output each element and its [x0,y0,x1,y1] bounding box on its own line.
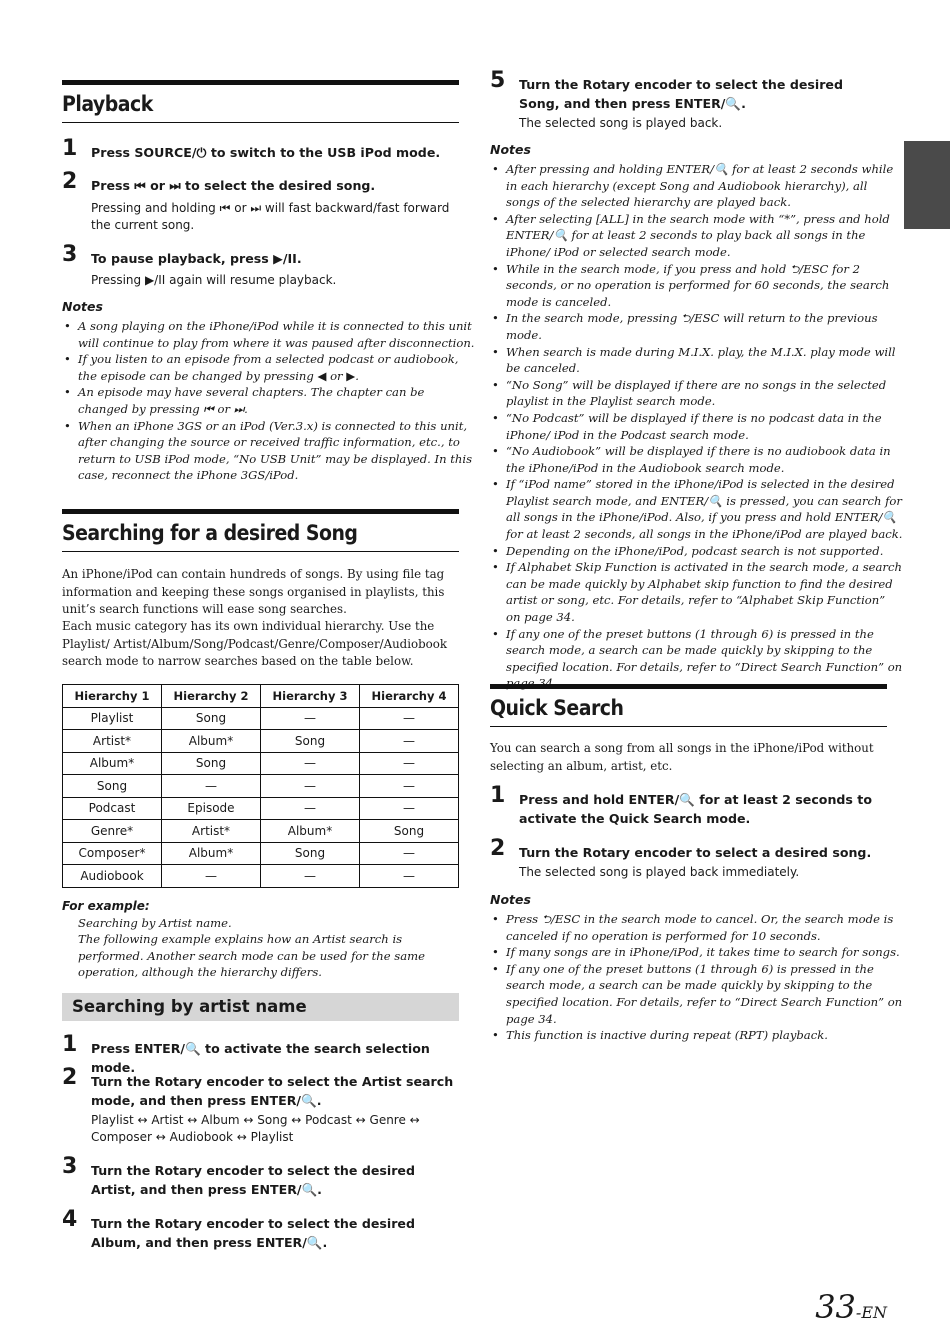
table-row [63,707,459,730]
table-cell: — [261,752,360,775]
table-cell: Song [261,842,360,865]
step-number: 1 [62,1032,77,1057]
note-item: • If many songs are in iPhone/iPod, it takes time to search for songs. [506,944,903,961]
note-item: • A song playing on the iPhone/iPod while it is connected to this unit will continue to play from where it was paused after disconnection. [78,318,475,351]
hierarchy-table [62,684,459,888]
table-cell: — [261,775,360,798]
table-cell: Song [360,820,459,843]
table-header: Hierarchy 3 [261,685,360,708]
table-cell: Album* [162,842,261,865]
table-header: Hierarchy 1 [63,685,162,708]
quick-search-intro: You can search a song from all songs in the iPhone/iPod without selecting an album, artist, etc. [490,741,874,773]
note-item: • This function is inactive during repeat (RPT) playback. [506,1027,903,1044]
table-row [63,775,459,798]
note-item: • Depending on the iPhone/iPod, podcast search is not supported. [506,543,903,560]
step-number: 3 [62,242,77,267]
note-item: • If you listen to an episode from a selected podcast or audiobook, the episode can be changed by pressing ◀ or ▶. [78,351,475,384]
page-number-value: 33 [815,1288,856,1326]
example-line: The following example explains how an Artist search is performed. Another search mode can be used for the same operation, although the hierarchy differs. [78,932,425,980]
step-subtext: The selected song is played back immediately. [519,865,800,879]
table-row [63,842,459,865]
table-cell: — [360,865,459,888]
table-cell: Album* [63,752,162,775]
table-cell: — [360,775,459,798]
playback-notes-heading: Notes [62,299,103,314]
step-subtext: The selected song is played back. [519,116,723,130]
step-text: Turn the Rotary encoder to select a desired song. [519,845,872,860]
table-cell: — [360,730,459,753]
note-item: • After selecting [ALL] in the search mode with “*”, press and hold ENTER/🔍 for at least 2 seconds to play back all songs in the iPhone/ iPod or selected search mode. [506,211,903,261]
table-cell: — [360,842,459,865]
note-item: • If “iPod name” stored in the iPhone/iPod is selected in the desired Playlist search mode, and ENTER/🔍 is pressed, you can search for all songs in the iPhone/iPod. Also, if you press and hold ENTER/🔍 for at least 2 seconds, all songs in the iPhone/iPod are played back. [506,476,903,542]
example-block [62,898,459,981]
note-item: • Press ⮌/ESC in the search mode to cancel. Or, the search mode is canceled if no operation is performed for 10 seconds. [506,911,903,944]
table-cell: Song [261,730,360,753]
table-header: Hierarchy 4 [360,685,459,708]
example-line: Searching by Artist name. [78,915,232,930]
searching-title: Searching for a desired Song [62,509,459,552]
playback-notes-list [62,318,475,484]
table-cell: — [360,752,459,775]
step-number: 1 [62,136,77,161]
note-item: • “No Audiobook” will be displayed if there is no audiobook data in the iPhone/iPod in the Audiobook search mode. [506,443,903,476]
note-item: • In the search mode, pressing ⮌/ESC will return to the previous mode. [506,310,903,343]
playback-title: Playback [62,80,459,123]
table-cell: — [261,865,360,888]
table-row [63,820,459,843]
quick-notes-list [490,911,903,1044]
step-text: Press SOURCE/⏻ to switch to the USB iPod mode. [91,145,441,160]
example-label: For example: [62,899,150,913]
step-number: 4 [62,1207,77,1232]
page-number-suffix: -EN [855,1303,887,1322]
searching-intro-1: An iPhone/iPod can contain hundreds of songs. By using file tag information and keeping these songs organised in playlists, this unit’s search functions will ease song searches. [62,567,445,617]
table-cell: Song [162,707,261,730]
table-cell: Artist* [63,730,162,753]
step-number: 3 [62,1154,77,1179]
search-notes-list [490,161,903,692]
table-cell: Album* [162,730,261,753]
note-item: • “No Song” will be displayed if there are no songs in the selected playlist in the Playlist search mode. [506,377,903,410]
table-cell: Song [63,775,162,798]
step-number: 2 [490,836,505,861]
step-text: Turn the Rotary encoder to select the desired Album, and then press ENTER/🔍. [91,1216,415,1250]
note-item: • If Alphabet Skip Function is activated in the search mode, a search can be made quickly by Alphabet skip function to find the desired artist or song, etc. For details, refer to “Alphabet Skip Function” on page 34. [506,559,903,625]
search-notes-heading: Notes [490,142,531,157]
step-subtext: Playlist ↔ Artist ↔ Album ↔ Song ↔ Podcast ↔ Genre ↔ Composer ↔ Audiobook ↔ Playlist [91,1113,420,1144]
section-tab-marker [904,141,950,229]
step-number: 2 [62,1065,77,1090]
table-cell: Episode [162,797,261,820]
table-cell: Audiobook [63,865,162,888]
table-cell: Genre* [63,820,162,843]
step-text: Turn the Rotary encoder to select the Artist search mode, and then press ENTER/🔍. [91,1074,454,1108]
quick-search-title: Quick Search [490,684,887,727]
step-text: Press ⏮ or ⏭ to select the desired song. [91,178,376,193]
quick-notes-heading: Notes [490,892,531,907]
table-header-row [63,685,459,708]
note-item: • When an iPhone 3GS or an iPod (Ver.3.x) is connected to this unit, after changing the source or received traffic information, etc., to return to USB iPod mode, “No USB Unit” may be displayed. In this case, reconnect the iPhone 3GS/iPod. [78,418,475,484]
table-row [63,797,459,820]
note-item: • If any one of the preset buttons (1 through 6) is pressed in the search mode, a search can be made quickly by skipping to the specified location. For details, refer to “Direct Search Function” on page 34. [506,961,903,1027]
table-cell: — [360,707,459,730]
table-cell: Artist* [162,820,261,843]
table-cell: Composer* [63,842,162,865]
table-cell: — [360,797,459,820]
page-number [815,1288,887,1326]
table-cell: — [162,775,261,798]
note-item: • When search is made during M.I.X. play, the M.I.X. play mode will be canceled. [506,344,903,377]
table-cell: — [261,797,360,820]
searching-intro-2: Each music category has its own individual hierarchy. Use the Playlist/ Artist/Album/Song/Podcast/Genre/Composer/Audiobook search mode to narrow searches based on the table below. [62,619,448,669]
step-number: 1 [490,783,505,808]
table-cell: Album* [261,820,360,843]
by-artist-title: Searching by artist name [62,993,459,1021]
step-text: Turn the Rotary encoder to select the desired Artist, and then press ENTER/🔍. [91,1163,415,1197]
table-cell: Song [162,752,261,775]
table-header: Hierarchy 2 [162,685,261,708]
table-row [63,752,459,775]
table-cell: — [261,707,360,730]
note-item: • “No Podcast” will be displayed if there is no podcast data in the iPhone/ iPod in the Podcast search mode. [506,410,903,443]
table-row [63,865,459,888]
step-subtext: Pressing and holding ⏮ or ⏭ will fast backward/fast forward the current song. [91,201,450,232]
step-subtext: Pressing ▶/II again will resume playback. [91,273,337,287]
table-cell: Podcast [63,797,162,820]
step-text: Turn the Rotary encoder to select the desired Song, and then press ENTER/🔍. [519,77,843,111]
step-text: To pause playback, press ▶/II. [91,251,302,266]
note-item: • After pressing and holding ENTER/🔍 for at least 2 seconds while in each hierarchy (except Song and Audiobook hierarchy), all songs of the selected hierarchy are played back. [506,161,903,211]
table-cell: Playlist [63,707,162,730]
note-item: • An episode may have several chapters. The chapter can be changed by pressing ⏮ or ⏭. [78,384,475,417]
note-item: • If any one of the preset buttons (1 through 6) is pressed in the search mode, a search can be made quickly by skipping to the specified location. For details, refer to “Direct Search Function” on page 34. [506,626,903,692]
step-number: 5 [490,68,505,93]
note-item: • While in the search mode, if you press and hold ⮌/ESC for 2 seconds, or no operation is performed for 60 seconds, the search mode is canceled. [506,261,903,311]
step-number: 2 [62,169,77,194]
step-text: Press and hold ENTER/🔍 for at least 2 seconds to activate the Quick Search mode. [519,792,872,826]
table-cell: — [162,865,261,888]
table-row [63,730,459,753]
step-text: Press ENTER/🔍 to activate the search selection mode. [91,1041,430,1075]
